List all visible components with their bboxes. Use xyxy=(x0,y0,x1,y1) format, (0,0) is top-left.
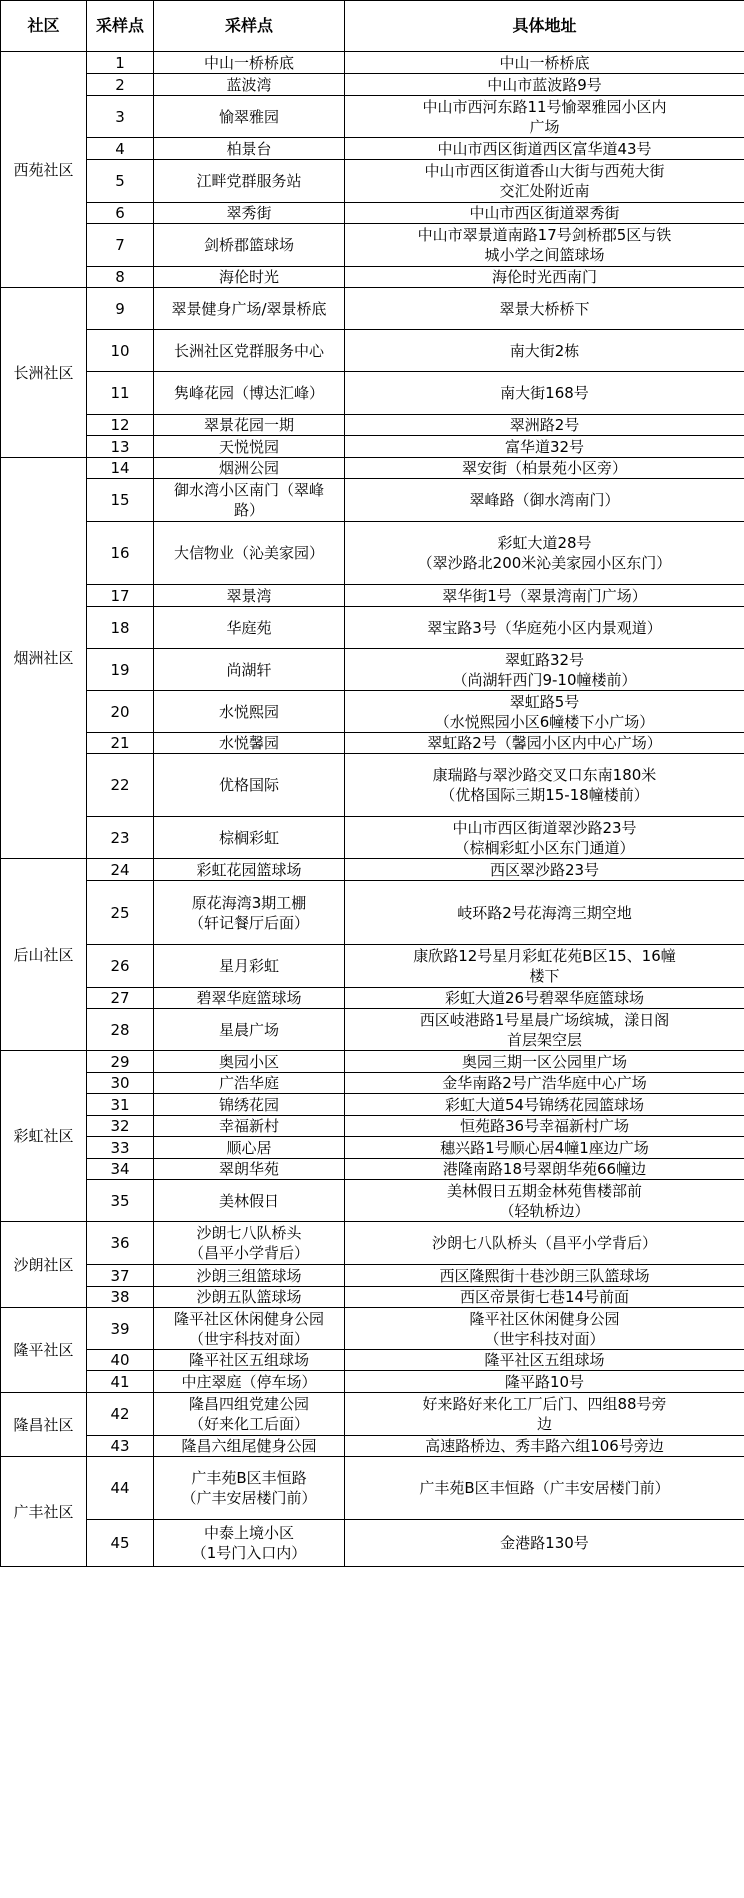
address-cell: 恒苑路36号幸福新村广场 xyxy=(345,1116,744,1137)
sample-site-cell: 尚湖轩 xyxy=(154,649,345,691)
table-row xyxy=(1,203,744,224)
sample-site-cell: 碧翠华庭篮球场 xyxy=(154,988,345,1009)
sample-number-cell: 12 xyxy=(87,415,154,436)
address-cell: 西区翠沙路23号 xyxy=(345,859,744,881)
sample-number-cell: 8 xyxy=(87,267,154,288)
address-cell: 岐环路2号花海湾三期空地 xyxy=(345,881,744,945)
address-cell: 中山市西河东路11号愉翠雅园小区内 广场 xyxy=(345,96,744,138)
address-cell: 中山一桥桥底 xyxy=(345,52,744,74)
sample-site-cell: 原花海湾3期工棚 （轩记餐厅后面） xyxy=(154,881,345,945)
address-cell: 翠虹路32号 （尚湖轩西门9-10幢楼前） xyxy=(345,649,744,691)
address-cell: 沙朗七八队桥头（昌平小学背后） xyxy=(345,1222,744,1265)
table-row xyxy=(1,1393,744,1436)
sample-number-cell: 7 xyxy=(87,224,154,267)
table-row xyxy=(1,988,744,1009)
table-row xyxy=(1,1436,744,1457)
address-cell: 中山市蓝波路9号 xyxy=(345,74,744,96)
table-row xyxy=(1,52,744,74)
sample-number-cell: 44 xyxy=(87,1457,154,1520)
community-cell: 烟洲社区 xyxy=(1,458,87,859)
sample-site-cell: 幸福新村 xyxy=(154,1116,345,1137)
sample-number-cell: 18 xyxy=(87,607,154,649)
address-cell: 翠景大桥桥下 xyxy=(345,288,744,330)
address-cell: 彩虹大道28号 （翠沙路北200米沁美家园小区东门） xyxy=(345,522,744,585)
sample-number-cell: 27 xyxy=(87,988,154,1009)
table-row xyxy=(1,585,744,607)
sample-site-cell: 优格国际 xyxy=(154,754,345,817)
table-row xyxy=(1,224,744,267)
community-cell: 沙朗社区 xyxy=(1,1222,87,1308)
table-row xyxy=(1,691,744,733)
sample-number-cell: 10 xyxy=(87,330,154,372)
sample-number-cell: 13 xyxy=(87,436,154,458)
sample-number-cell: 31 xyxy=(87,1094,154,1116)
address-cell: 海伦时光西南门 xyxy=(345,267,744,288)
address-cell: 翠峰路（御水湾南门） xyxy=(345,479,744,522)
table-row xyxy=(1,733,744,754)
sample-site-cell: 隆平社区休闲健身公园 （世宇科技对面） xyxy=(154,1308,345,1350)
sample-site-cell: 水悦馨园 xyxy=(154,733,345,754)
sample-site-cell: 柏景台 xyxy=(154,138,345,160)
sample-site-cell: 隆平社区五组球场 xyxy=(154,1350,345,1371)
sample-number-cell: 24 xyxy=(87,859,154,881)
address-cell: 金华南路2号广浩华庭中心广场 xyxy=(345,1073,744,1094)
address-cell: 金港路130号 xyxy=(345,1520,744,1567)
sample-site-cell: 御水湾小区南门（翠峰 路） xyxy=(154,479,345,522)
sample-site-cell: 顺心居 xyxy=(154,1137,345,1159)
header-address: 具体地址 xyxy=(345,1,744,52)
address-cell: 翠虹路5号 （水悦熙园小区6幢楼下小广场） xyxy=(345,691,744,733)
table-row xyxy=(1,1073,744,1094)
header-sample-number: 采样点 xyxy=(87,1,154,52)
sample-number-cell: 21 xyxy=(87,733,154,754)
table-row xyxy=(1,288,744,330)
table-row xyxy=(1,138,744,160)
address-cell: 西区岐港路1号星晨广场缤城，漾日阁 首层架空层 xyxy=(345,1009,744,1051)
table-row xyxy=(1,1308,744,1350)
sample-number-cell: 34 xyxy=(87,1159,154,1180)
sample-number-cell: 29 xyxy=(87,1051,154,1073)
sample-number-cell: 16 xyxy=(87,522,154,585)
sample-site-cell: 星晨广场 xyxy=(154,1009,345,1051)
sample-number-cell: 11 xyxy=(87,372,154,415)
sample-number-cell: 30 xyxy=(87,1073,154,1094)
sample-number-cell: 42 xyxy=(87,1393,154,1436)
table-row xyxy=(1,74,744,96)
sample-number-cell: 19 xyxy=(87,649,154,691)
sample-site-cell: 翠景健身广场/翠景桥底 xyxy=(154,288,345,330)
address-cell: 翠华街1号（翠景湾南门广场） xyxy=(345,585,744,607)
sample-number-cell: 6 xyxy=(87,203,154,224)
sample-site-cell: 美林假日 xyxy=(154,1180,345,1222)
table-row xyxy=(1,436,744,458)
address-cell: 隆平社区五组球场 xyxy=(345,1350,744,1371)
address-cell: 西区隆熙街十巷沙朗三队篮球场 xyxy=(345,1265,744,1287)
address-cell: 好来路好来化工厂后门、四组88号旁 边 xyxy=(345,1393,744,1436)
sample-number-cell: 33 xyxy=(87,1137,154,1159)
sample-site-cell: 中泰上境小区 （1号门入口内） xyxy=(154,1520,345,1567)
community-cell: 广丰社区 xyxy=(1,1457,87,1567)
table-row xyxy=(1,1371,744,1393)
sample-site-cell: 锦绣花园 xyxy=(154,1094,345,1116)
sample-number-cell: 36 xyxy=(87,1222,154,1265)
table-row xyxy=(1,160,744,203)
table-row xyxy=(1,1137,744,1159)
address-cell: 南大街2栋 xyxy=(345,330,744,372)
address-cell: 中山市翠景道南路17号剑桥郡5区与铁 城小学之间篮球场 xyxy=(345,224,744,267)
table-row xyxy=(1,1520,744,1567)
sample-site-cell: 中庄翠庭（停车场） xyxy=(154,1371,345,1393)
sample-site-cell: 沙朗五队篮球场 xyxy=(154,1287,345,1308)
table-row xyxy=(1,859,744,881)
sample-number-cell: 26 xyxy=(87,945,154,988)
table-row xyxy=(1,1051,744,1073)
sample-site-cell: 隆昌四组党建公园 （好来化工后面） xyxy=(154,1393,345,1436)
sample-site-cell: 彩虹花园篮球场 xyxy=(154,859,345,881)
sample-number-cell: 5 xyxy=(87,160,154,203)
address-cell: 港隆南路18号翠朗华苑66幢边 xyxy=(345,1159,744,1180)
sample-number-cell: 17 xyxy=(87,585,154,607)
table-row xyxy=(1,1116,744,1137)
address-cell: 南大街168号 xyxy=(345,372,744,415)
community-cell: 长洲社区 xyxy=(1,288,87,458)
community-cell: 西苑社区 xyxy=(1,52,87,288)
sample-number-cell: 43 xyxy=(87,1436,154,1457)
address-cell: 中山市西区街道西区富华道43号 xyxy=(345,138,744,160)
table-row xyxy=(1,330,744,372)
table-row xyxy=(1,479,744,522)
sample-site-cell: 中山一桥桥底 xyxy=(154,52,345,74)
sample-site-cell: 隽峰花园（博达汇峰） xyxy=(154,372,345,415)
sample-site-cell: 广丰苑B区丰恒路 （广丰安居楼门前） xyxy=(154,1457,345,1520)
address-cell: 隆平路10号 xyxy=(345,1371,744,1393)
table-body xyxy=(1,52,744,1567)
address-cell: 康瑞路与翠沙路交叉口东南180米 （优格国际三期15-18幢楼前） xyxy=(345,754,744,817)
sample-site-cell: 星月彩虹 xyxy=(154,945,345,988)
sample-number-cell: 39 xyxy=(87,1308,154,1350)
address-cell: 穗兴路1号顺心居4幢1座边广场 xyxy=(345,1137,744,1159)
sample-number-cell: 25 xyxy=(87,881,154,945)
table-row xyxy=(1,1222,744,1265)
community-cell: 后山社区 xyxy=(1,859,87,1051)
table-row xyxy=(1,754,744,817)
address-cell: 彩虹大道26号碧翠华庭篮球场 xyxy=(345,988,744,1009)
sample-number-cell: 22 xyxy=(87,754,154,817)
sample-number-cell: 23 xyxy=(87,817,154,859)
sample-number-cell: 37 xyxy=(87,1265,154,1287)
address-cell: 广丰苑B区丰恒路（广丰安居楼门前） xyxy=(345,1457,744,1520)
table-row xyxy=(1,415,744,436)
sample-number-cell: 35 xyxy=(87,1180,154,1222)
address-cell: 中山市西区街道翠秀街 xyxy=(345,203,744,224)
table-row xyxy=(1,649,744,691)
table-row xyxy=(1,607,744,649)
sample-site-cell: 华庭苑 xyxy=(154,607,345,649)
community-cell: 隆平社区 xyxy=(1,1308,87,1393)
sample-site-cell: 棕榈彩虹 xyxy=(154,817,345,859)
table-row xyxy=(1,1287,744,1308)
table-row xyxy=(1,1159,744,1180)
address-cell: 奥园三期一区公园里广场 xyxy=(345,1051,744,1073)
sample-site-cell: 隆昌六组尾健身公园 xyxy=(154,1436,345,1457)
sample-site-cell: 长洲社区党群服务中心 xyxy=(154,330,345,372)
sample-number-cell: 38 xyxy=(87,1287,154,1308)
header-community: 社区 xyxy=(1,1,87,52)
table-row xyxy=(1,1180,744,1222)
sample-site-cell: 愉翠雅园 xyxy=(154,96,345,138)
sample-number-cell: 45 xyxy=(87,1520,154,1567)
sample-site-cell: 剑桥郡篮球场 xyxy=(154,224,345,267)
sample-site-cell: 水悦熙园 xyxy=(154,691,345,733)
sample-site-cell: 翠朗华苑 xyxy=(154,1159,345,1180)
sample-number-cell: 3 xyxy=(87,96,154,138)
address-cell: 隆平社区休闲健身公园 （世宇科技对面） xyxy=(345,1308,744,1350)
address-cell: 翠虹路2号（馨园小区内中心广场） xyxy=(345,733,744,754)
table-row xyxy=(1,817,744,859)
sample-site-cell: 烟洲公园 xyxy=(154,458,345,479)
sample-site-cell: 海伦时光 xyxy=(154,267,345,288)
address-cell: 中山市西区街道翠沙路23号 （棕榈彩虹小区东门通道） xyxy=(345,817,744,859)
sample-site-cell: 翠景湾 xyxy=(154,585,345,607)
address-cell: 翠宝路3号（华庭苑小区内景观道） xyxy=(345,607,744,649)
address-cell: 翠洲路2号 xyxy=(345,415,744,436)
address-cell: 富华道32号 xyxy=(345,436,744,458)
sample-site-cell: 蓝波湾 xyxy=(154,74,345,96)
community-cell: 彩虹社区 xyxy=(1,1051,87,1222)
sample-number-cell: 28 xyxy=(87,1009,154,1051)
sample-number-cell: 32 xyxy=(87,1116,154,1137)
address-cell: 西区帝景街七巷14号前面 xyxy=(345,1287,744,1308)
sample-number-cell: 15 xyxy=(87,479,154,522)
table-row xyxy=(1,372,744,415)
sample-number-cell: 1 xyxy=(87,52,154,74)
table-row xyxy=(1,1457,744,1520)
table-row xyxy=(1,945,744,988)
table-row xyxy=(1,267,744,288)
sample-number-cell: 40 xyxy=(87,1350,154,1371)
sample-number-cell: 2 xyxy=(87,74,154,96)
sample-number-cell: 9 xyxy=(87,288,154,330)
table-row xyxy=(1,458,744,479)
address-cell: 康欣路12号星月彩虹花苑B区15、16幢 楼下 xyxy=(345,945,744,988)
table-header-row xyxy=(1,1,744,52)
sample-number-cell: 14 xyxy=(87,458,154,479)
sample-number-cell: 41 xyxy=(87,1371,154,1393)
address-cell: 彩虹大道54号锦绣花园篮球场 xyxy=(345,1094,744,1116)
sample-site-cell: 广浩华庭 xyxy=(154,1073,345,1094)
table-row xyxy=(1,1094,744,1116)
sample-site-cell: 翠景花园一期 xyxy=(154,415,345,436)
community-cell: 隆昌社区 xyxy=(1,1393,87,1457)
sample-site-cell: 天悦悦园 xyxy=(154,436,345,458)
header-sample-site: 采样点 xyxy=(154,1,345,52)
table-row xyxy=(1,881,744,945)
sample-site-cell: 奥园小区 xyxy=(154,1051,345,1073)
sample-site-cell: 江畔党群服务站 xyxy=(154,160,345,203)
address-cell: 翠安街（柏景苑小区旁） xyxy=(345,458,744,479)
table-row xyxy=(1,522,744,585)
table-row xyxy=(1,1265,744,1287)
address-cell: 美林假日五期金林苑售楼部前 （轻轨桥边） xyxy=(345,1180,744,1222)
sample-site-cell: 大信物业（沁美家园） xyxy=(154,522,345,585)
sample-site-cell: 沙朗七八队桥头 （昌平小学背后） xyxy=(154,1222,345,1265)
sample-site-cell: 沙朗三组篮球场 xyxy=(154,1265,345,1287)
sample-number-cell: 4 xyxy=(87,138,154,160)
address-cell: 中山市西区街道香山大街与西苑大街 交汇处附近南 xyxy=(345,160,744,203)
table-row xyxy=(1,1009,744,1051)
sample-number-cell: 20 xyxy=(87,691,154,733)
table-row xyxy=(1,1350,744,1371)
table-row xyxy=(1,96,744,138)
sample-site-cell: 翠秀街 xyxy=(154,203,345,224)
address-cell: 高速路桥边、秀丰路六组106号旁边 xyxy=(345,1436,744,1457)
